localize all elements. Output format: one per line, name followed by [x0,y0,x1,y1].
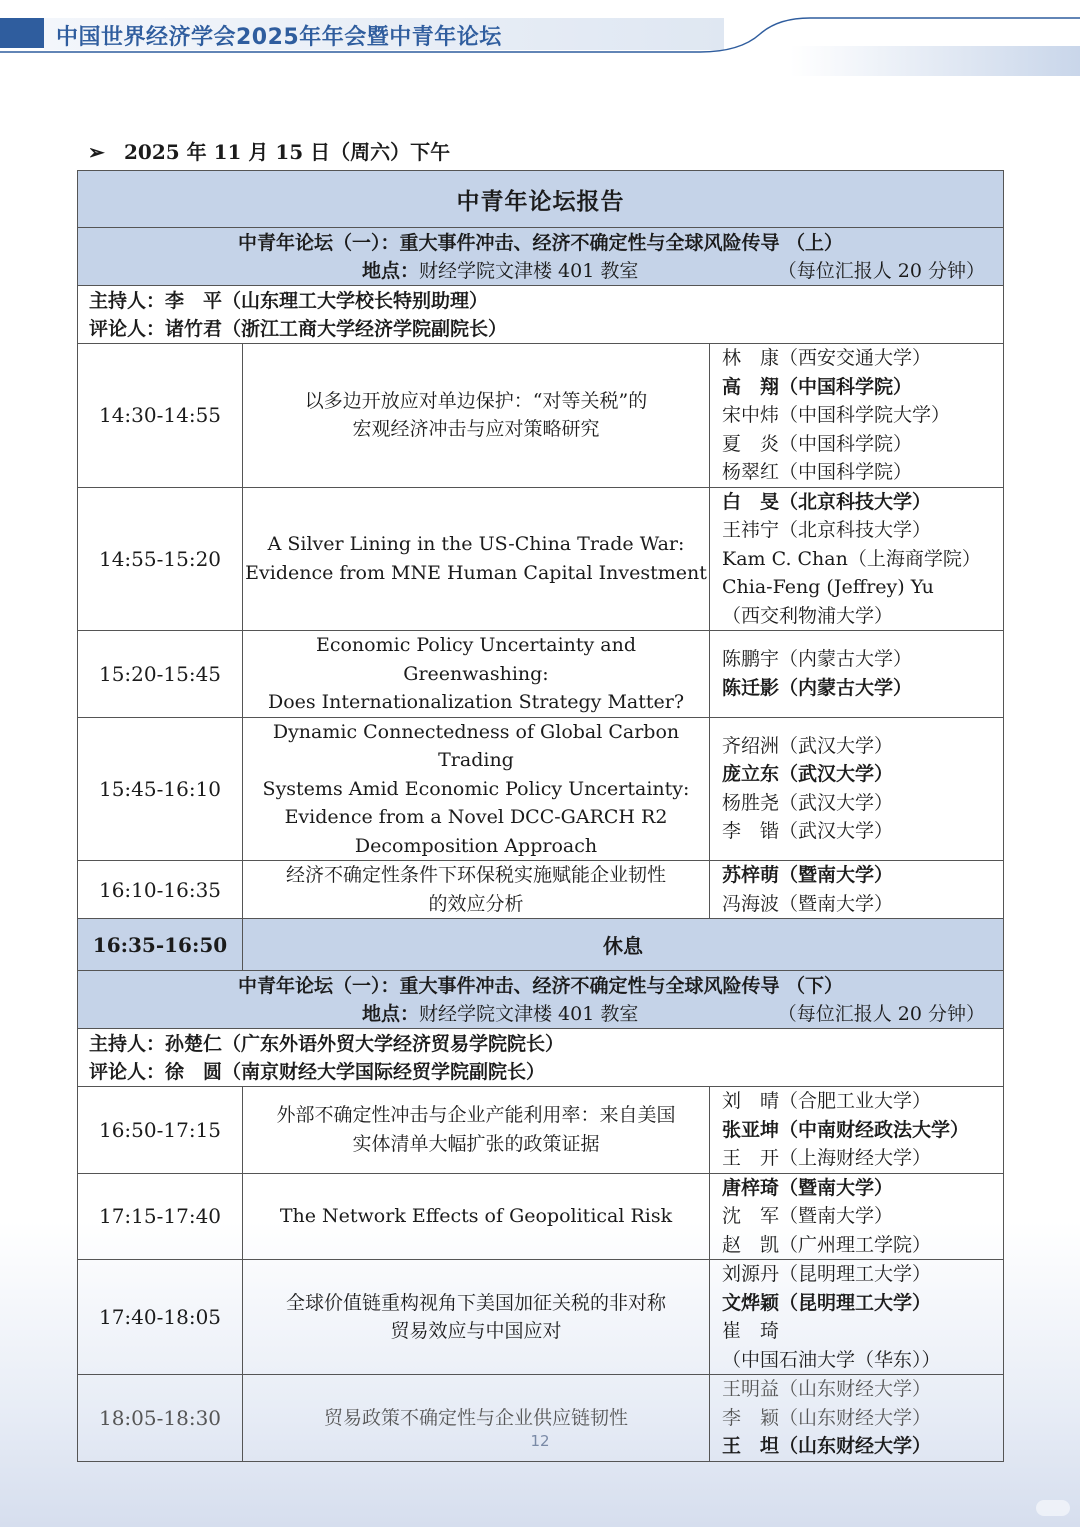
author-presenter: 王 坦（山东财经大学） [722,1435,932,1457]
author: 冯海波（暨南大学） [722,892,894,915]
session-location [362,1000,638,1028]
talk-time: 14:30-14:55 [78,344,243,488]
location-text: 财经学院文津楼 401 教室 [419,1003,639,1025]
author: 齐绍洲（武汉大学） [722,734,894,757]
talk-authors [710,717,1004,861]
talk-title-line: Dynamic Connectedness of Global Carbon Trading [272,720,680,771]
session-host: 主持人：孙楚仁（广东外语外贸大学经济贸易学院院长） [89,1032,565,1055]
author: 林 康（西安交通大学） [722,347,932,369]
author-presenter: 白 旻（北京科技大学） [722,490,932,513]
talk-title-line: 以多边开放应对单边保护：“对等关税”的 [304,389,648,412]
host-row [78,286,1004,344]
talk-authors [710,1087,1004,1174]
talk-authors [710,487,1004,631]
author-presenter: 苏梓萌（暨南大学） [722,864,894,886]
talk-title-line: Evidence from MNE Human Capital Investment [245,561,707,584]
talk-title-line: Evidence from a Novel DCC-GARCH R2 [284,806,668,828]
session-header-row [78,971,1004,1029]
talk-time: 14:55-15:20 [78,487,243,631]
session-host: 主持人：李 平（山东理工大学校长特别助理） [89,289,489,312]
session-discussant: 评论人：徐 圆（南京财经大学国际经贸学院副院长） [89,1060,546,1083]
author: 王 开（上海财经大学） [722,1147,932,1169]
table-row [78,1087,1004,1174]
talk-authors [710,1260,1004,1375]
host-cell [78,1029,1004,1087]
session-header [78,971,1004,1029]
author: Chia-Feng (Jeffrey) Yu [722,576,934,598]
page-header [0,0,1080,80]
session-header-row [78,228,1004,286]
host-cell [78,286,1004,344]
talk-title-line: 经济不确定性条件下环保税实施赋能企业韧性 [285,864,666,886]
talk-time: 17:40-18:05 [78,1260,243,1375]
author: 沈 军（暨南大学） [722,1205,894,1227]
author: 宋中炜（中国科学院大学） [722,404,951,426]
talk-time: 15:45-16:10 [78,717,243,861]
talk-title-line: 的效应分析 [428,892,524,915]
talk-title [243,344,710,488]
table-row [78,717,1004,861]
date-line [88,136,450,165]
schedule-table [77,170,1004,1462]
location-label: 地点： [362,260,420,282]
talk-title-line: 贸易效应与中国应对 [390,1320,562,1342]
talk-time: 17:15-17:40 [78,1173,243,1260]
session-discussant: 评论人：诸竹君（浙江工商大学经济学院副院长） [89,317,508,340]
talk-title-line: A Silver Lining in the US-China Trade War: [267,533,685,556]
talk-title [243,861,710,919]
author: （西交利物浦大学） [722,604,894,627]
talk-title [243,717,710,861]
talk-title-line: Economic Policy Uncertainty and Greenwashing: [315,634,637,685]
session-time-note: （每位汇报人 20 分钟） [777,1003,986,1025]
author: 夏 炎（中国科学院） [722,432,913,455]
talk-title [243,1087,710,1174]
page-number: 12 [530,1432,550,1450]
watermark-badge [1036,1500,1070,1516]
author: 赵 凯（广州理工学院） [722,1233,932,1256]
session-title: 中青年论坛（一）：重大事件冲击、经济不确定性与全球风险传导 （上） [237,232,844,254]
author-presenter: 文烨颖（昆明理工大学） [722,1291,932,1314]
talk-title [243,1260,710,1375]
session-title: 中青年论坛（一）：重大事件冲击、经济不确定性与全球风险传导 （下） [237,975,844,997]
talk-title [243,1173,710,1260]
author-presenter: 高 翔（中国科学院） [722,375,913,398]
author: 王明益（山东财经大学） [722,1378,932,1400]
author: 陈鹏宇（内蒙古大学） [722,648,913,671]
talk-time: 16:50-17:15 [78,1087,243,1174]
session-header [78,228,1004,286]
host-row [78,1029,1004,1087]
author-presenter: 庞立东（武汉大学） [722,763,894,786]
talk-authors [710,631,1004,718]
talk-title-line: Does Internationalization Strategy Matter? [267,691,685,713]
author: 李 锴（武汉大学） [722,820,894,843]
break-label: 休息 [243,919,1004,971]
date-text: 2025 年 11 月 15 日（周六）下午 [124,140,451,164]
table-heading-row [78,171,1004,228]
session-time-note: （每位汇报人 20 分钟） [777,260,986,282]
session-location [362,257,638,285]
talk-title-line: Decomposition Approach [354,834,598,857]
talk-title-line: 贸易政策不确定性与企业供应链韧性 [323,1406,628,1429]
author-presenter: 唐梓琦（暨南大学） [722,1176,894,1199]
table-row [78,344,1004,488]
author: Kam C. Chan（上海商学院） [722,547,981,570]
author: 王祎宁（北京科技大学） [722,519,932,541]
table-row [78,861,1004,919]
author: 刘源丹（昆明理工大学） [722,1263,932,1285]
author: 李 颖（山东财经大学） [722,1406,932,1429]
talk-title-line: The Network Effects of Geopolitical Risk [279,1205,673,1227]
session-location-line [78,257,1003,285]
table-row [78,631,1004,718]
location-text: 财经学院文津楼 401 教室 [419,260,639,282]
talk-title-line: 实体清单大幅扩张的政策证据 [352,1132,600,1155]
header-divider-line [0,0,1080,80]
author: 崔 琦 [722,1320,780,1342]
talk-title [243,631,710,718]
arrow-bullet-icon: ➢ [88,140,105,164]
table-row [78,1260,1004,1375]
table-heading: 中青年论坛报告 [78,171,1004,228]
talk-title [243,487,710,631]
talk-time: 15:20-15:45 [78,631,243,718]
talk-title-line: 全球价值链重构视角下美国加征关税的非对称 [285,1291,666,1314]
break-row [78,919,1004,971]
session-location-line [78,1000,1003,1028]
author: 刘 晴（合肥工业大学） [722,1090,932,1112]
talk-time: 16:10-16:35 [78,861,243,919]
talk-time: 18:05-18:30 [78,1375,243,1462]
talk-authors [710,861,1004,919]
talk-authors [710,1173,1004,1260]
break-time: 16:35-16:50 [78,919,243,971]
talk-title-line: 外部不确定性冲击与企业产能利用率：来自美国 [276,1104,676,1127]
author: 杨翠红（中国科学院） [722,461,913,483]
header-title: 中国世界经济学会2025年年会暨中青年论坛 [56,25,502,50]
table-row [78,1173,1004,1260]
author-presenter: 陈迁影（内蒙古大学） [722,676,913,699]
author-presenter: 张亚坤（中南财经政法大学） [722,1118,970,1141]
talk-title-line: Systems Amid Economic Policy Uncertainty: [262,777,690,800]
talk-title-line: 宏观经济冲击与应对策略研究 [352,418,600,441]
talk-authors [710,344,1004,488]
location-label: 地点： [362,1003,420,1025]
author: （中国石油大学（华东）） [722,1348,941,1371]
author: 杨胜尧（武汉大学） [722,791,894,814]
table-row [78,487,1004,631]
